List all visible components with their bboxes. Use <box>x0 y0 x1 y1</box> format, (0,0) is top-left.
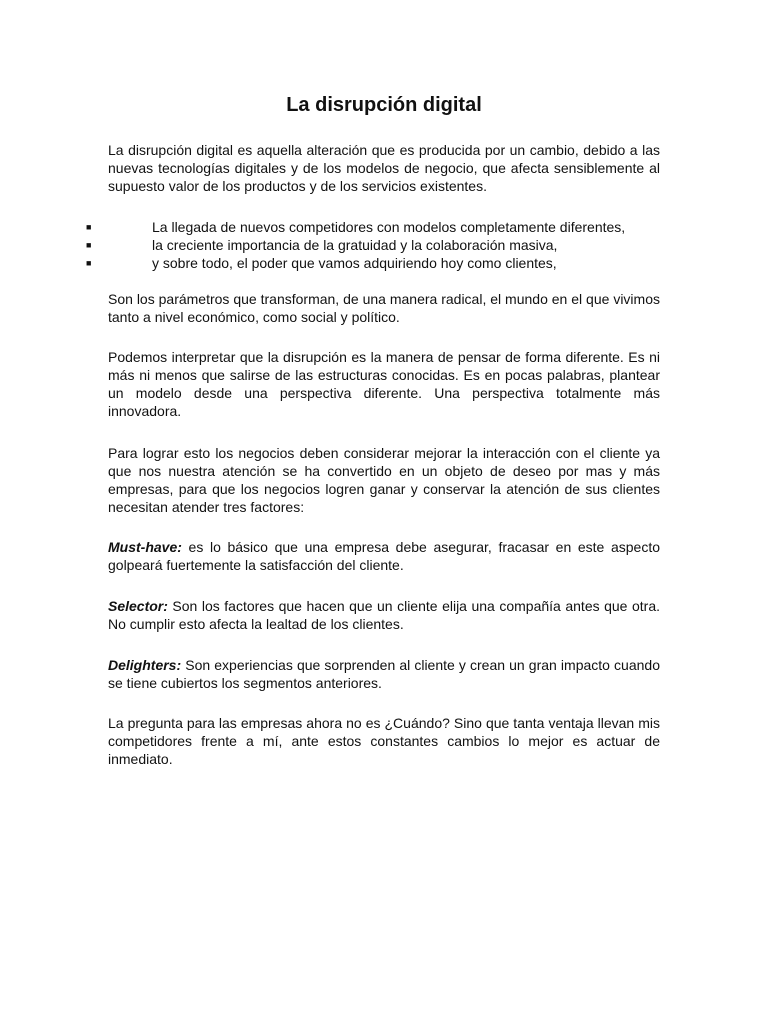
list-item <box>0 218 768 236</box>
page-title: La disrupción digital <box>286 94 482 116</box>
list-item <box>0 236 768 254</box>
list-item <box>0 254 768 272</box>
factor-selector <box>108 597 660 633</box>
factor-term: Must-have: <box>108 539 182 555</box>
bullet-square-icon: ■ <box>86 222 92 232</box>
bullet-list <box>0 218 768 272</box>
factor-description: Son los factores que hacen que un cliente elija una compañía antes que otra. No cumplir esto afecta la lealtad de los clientes. <box>108 598 660 632</box>
factor-term: Selector: <box>108 598 168 614</box>
bullet-text: La llegada de nuevos competidores con modelos completamente diferentes, <box>152 219 626 235</box>
bullet-square-icon: ■ <box>86 258 92 268</box>
factor-description: Son experiencias que sorprenden al cliente y crean un gran impacto cuando se tiene cubiertos los segmentos anteriores. <box>108 657 660 691</box>
intro-paragraph: La disrupción digital es aquella alteración que es producida por un cambio, debido a las nuevas tecnologías digitales y de los modelos de negocio, que afecta sensiblemente al supuesto valor de los productos y de los servicios existentes. <box>108 142 660 194</box>
factor-description: es lo básico que una empresa debe asegurar, fracasar en este aspecto golpeará fuertemente la satisfacción del cliente. <box>108 539 660 573</box>
bullet-text: la creciente importancia de la gratuidad y la colaboración masiva, <box>152 237 558 253</box>
parameters-paragraph: Son los parámetros que transforman, de una manera radical, el mundo en el que vivimos tanto a nivel económico, como social y político. <box>108 291 660 325</box>
factor-must-have <box>108 538 660 574</box>
factors-intro-paragraph: Para lograr esto los negocios deben considerar mejorar la interacción con el cliente ya que nos nuestra atención se ha convertido en un objeto de deseo por mas y más empresas, para que los negocios logren ganar y conservar la atención de sus clientes necesitan atender tres factores: <box>108 445 660 515</box>
factor-delighters <box>108 656 660 692</box>
bullet-text: y sobre todo, el poder que vamos adquiriendo hoy como clientes, <box>152 255 557 271</box>
conclusion-paragraph: La pregunta para las empresas ahora no es ¿Cuándo? Sino que tanta ventaja llevan mis competidores frente a mí, ante estos constantes cambios lo mejor es actuar de inmediato. <box>108 715 660 767</box>
factor-term: Delighters: <box>108 657 182 673</box>
bullet-square-icon: ■ <box>86 240 92 250</box>
interpretation-paragraph: Podemos interpretar que la disrupción es la manera de pensar de forma diferente. Es ni más ni menos que salirse de las estructuras conocidas. Es en pocas palabras, plantear un modelo desde una perspectiva diferente. Una perspectiva totalmente más innovadora. <box>108 349 660 419</box>
